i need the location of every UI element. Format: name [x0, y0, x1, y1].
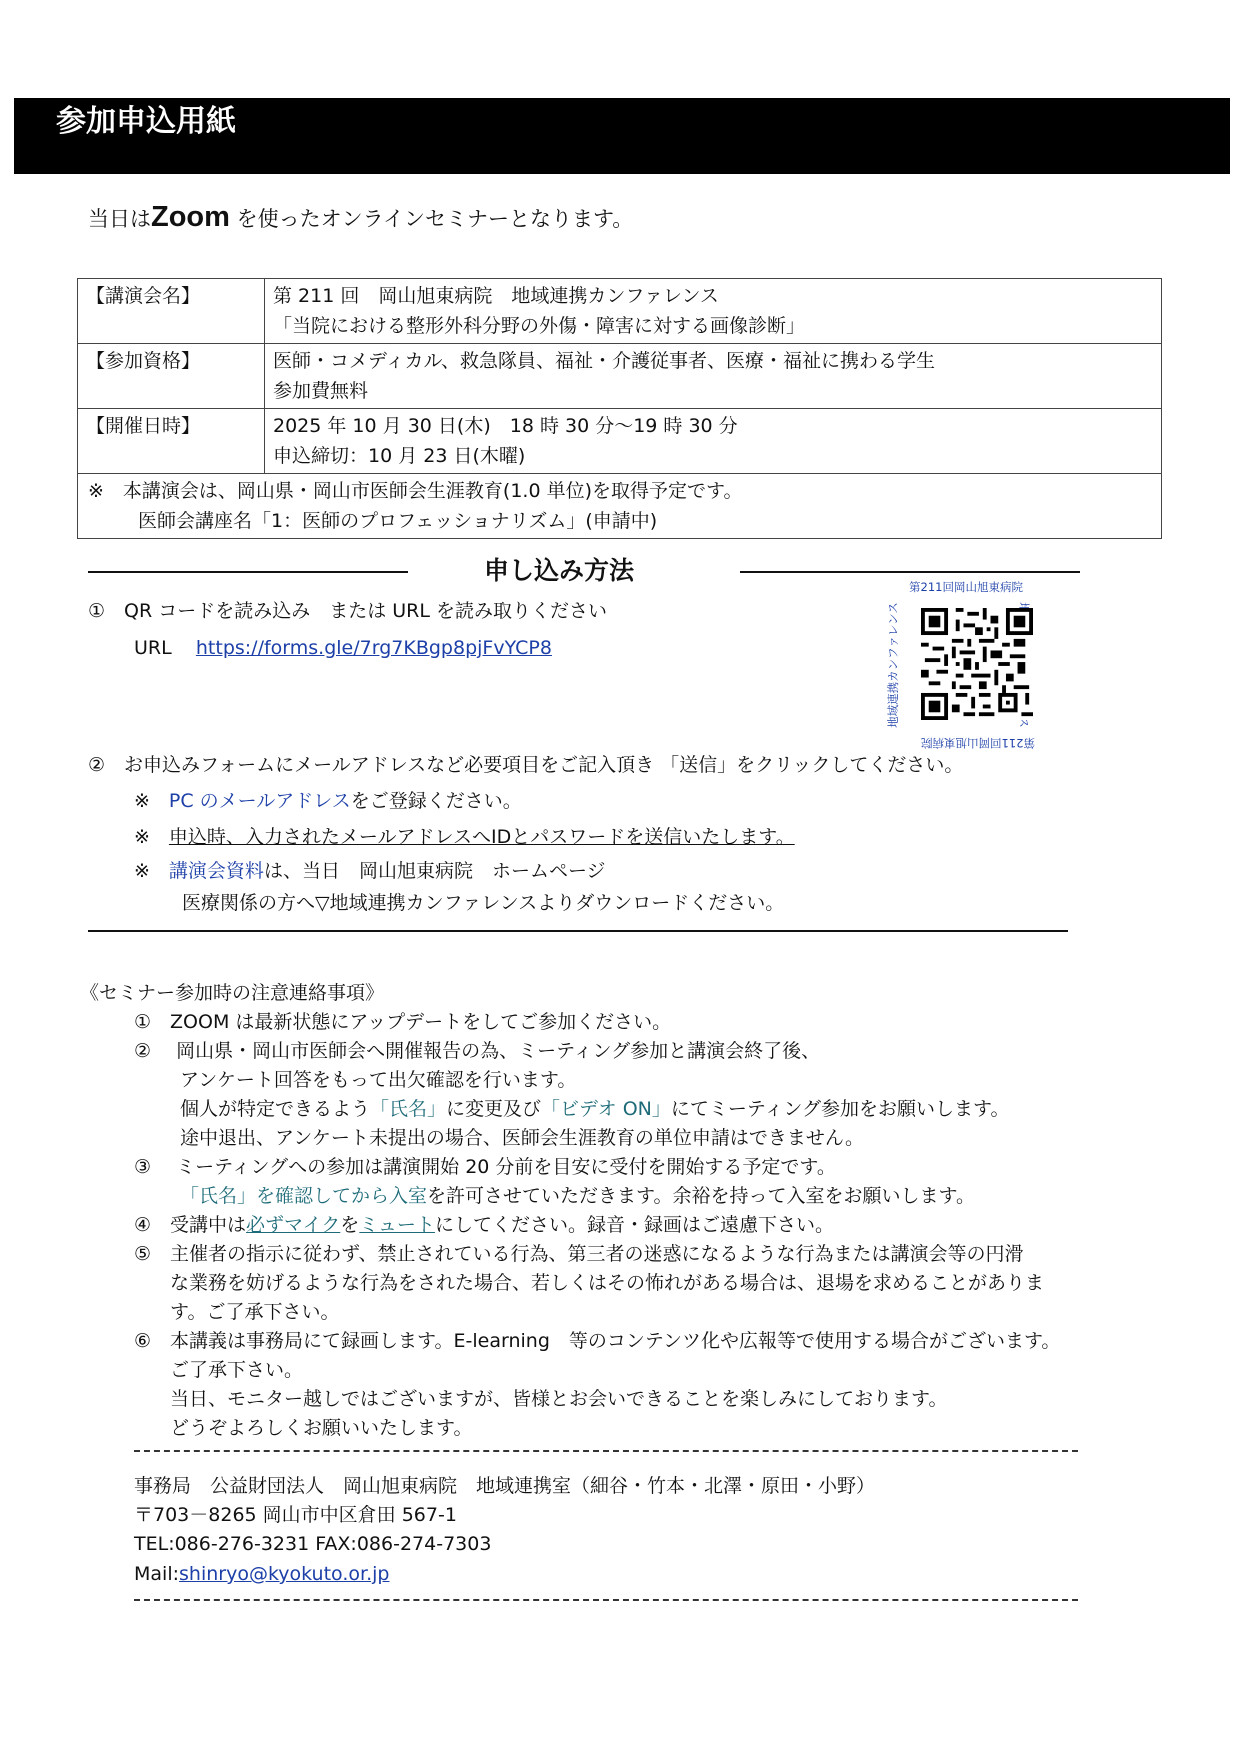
table-row [78, 279, 1162, 344]
note-mark: ※ [134, 860, 169, 882]
notice-4 [134, 1210, 834, 1240]
event-label: 【講演会名】 [78, 279, 265, 344]
method-note-3-line2: 医療関係の方へ▽地域連携カンファレンスよりダウンロードください。 [182, 892, 785, 914]
notice-5-line3: す。ご了承下さい。 [170, 1301, 340, 1323]
note-line1: ※ 本講演会は、岡山県・岡山市医師会生涯教育(1.0 単位)を取得予定です。 [88, 480, 743, 502]
intro-zoom: Zoom [151, 201, 230, 233]
note-mark: ※ [134, 790, 169, 812]
contact-address: 〒703－8265 岡山市中区倉田 567-1 [134, 1504, 457, 1526]
notice-6-line1: ⑥ 本講義は事務局にて録画します。E-learning 等のコンテンツ化や広報等で使用する場合がございます。 [134, 1330, 1061, 1352]
note2-text: 申込時、入力されたメールアドレスへIDとパスワードを送信いたします。 [168, 826, 795, 848]
notice-3-line1: ③ ミーティングへの参加は講演開始 20 分前を目安に受付を開始する予定です。 [134, 1156, 836, 1178]
name-confirm-highlight: 「氏名」を確認してから入室 [180, 1185, 428, 1207]
method-title: 申し込み方法 [484, 556, 635, 585]
text-span: ④ 受講中は [134, 1214, 247, 1236]
step1-text: ① QR コードを読み込み または URL を読み取りください [88, 600, 608, 622]
event-line1: 第 211 回 岡山旭東病院 地域連携カンファレンス [273, 285, 719, 307]
notice-5-line1: ⑤ 主催者の指示に従わず、禁止されている行為、第三者の迷惑になるような行為または講演会等の円滑 [134, 1243, 1024, 1265]
page-title: 参加申込用紙 [56, 104, 236, 139]
mute-highlight: ミュート [359, 1214, 435, 1236]
note3-blue-text: 講演会資料 [168, 860, 264, 882]
table-row [78, 474, 1162, 539]
qual-line2: 参加費無料 [273, 380, 369, 402]
qr-bottom-label: 第211回岡山旭東病院 [921, 736, 1035, 750]
divider [88, 930, 1068, 932]
info-table [77, 278, 1162, 539]
qr-top-label: 第211回岡山旭東病院 [909, 580, 1023, 594]
method-note-2 [134, 822, 795, 852]
notice-2-line4: 途中退出、アンケート未提出の場合、医師会生涯教育の単位申請はできません。 [180, 1127, 865, 1149]
date-value [265, 409, 1162, 474]
date-label: 【開催日時】 [78, 409, 265, 474]
note1-rest-text: をご登録ください。 [350, 790, 522, 812]
mail-label: Mail: [134, 1563, 179, 1585]
date-line1: 2025 年 10 月 30 日(木) 18 時 30 分～19 時 30 分 [273, 415, 738, 437]
intro-text [88, 200, 633, 236]
qual-value [265, 344, 1162, 409]
qual-line1: 医師・コメディカル、救急隊員、福祉・介護従事者、医療・福祉に携わる学生 [273, 350, 935, 372]
notice-2-line1: ② 岡山県・岡山市医師会へ開催報告の為、ミーティング参加と講演会終了後、 [134, 1040, 821, 1062]
intro-after: を使ったオンラインセミナーとなります。 [229, 207, 634, 231]
text-span: を許可させていただきます。余裕を持って入室をお願いします。 [427, 1185, 975, 1207]
divider [88, 571, 408, 573]
notice-5-line2: な業務を妨げるような行為をされた場合、若しくはその怖れがある場合は、退場を求めることがありま [170, 1272, 1045, 1294]
step2-text: ② お申込みフォームにメールアドレスなど必要項目をご記入頂き 「送信」をクリックしてください。 [88, 754, 964, 776]
text-span: にてミーティング参加をお願いします。 [670, 1098, 1010, 1120]
dashed-divider [134, 1450, 1078, 1452]
qr-code-block [885, 580, 1063, 752]
event-line2: 「当院における整形外科分野の外傷・障害に対する画像診断」 [273, 315, 806, 337]
date-line2: 申込締切：10 月 23 日(木曜) [273, 445, 526, 467]
table-row [78, 344, 1162, 409]
dashed-divider [134, 1599, 1078, 1601]
notice-2-line2: アンケート回答をもって出欠確認を行います。 [180, 1069, 577, 1091]
note3-rest-text: は、当日 岡山旭東病院 ホームページ [263, 860, 606, 882]
notice-6-line4: どうぞよろしくお願いいたします。 [170, 1417, 473, 1439]
text-span: にしてください。録音・録画はご遠慮下さい。 [434, 1214, 834, 1236]
form-url-link[interactable]: https://forms.gle/7rg7KBgp8pjFvYCP8 [195, 637, 552, 659]
note-mark: ※ [134, 826, 169, 848]
notice-6-line3: 当日、モニター越しではございますが、皆様とお会いできることを楽しみにしております。 [170, 1388, 948, 1410]
mic-highlight: 必ずマイク [246, 1214, 341, 1236]
notice-3-line2 [180, 1181, 975, 1211]
qr-left-label: 地域連携カンファレンス [885, 602, 900, 728]
notes-heading: 《セミナー参加時の注意連絡事項》 [80, 982, 385, 1004]
intro-before: 当日は [88, 207, 151, 231]
text-span: に変更及び [446, 1098, 542, 1120]
qr-code-icon[interactable] [921, 608, 1033, 720]
text-span: 個人が特定できるよう [180, 1098, 371, 1120]
notice-6-line2: ご了承下さい。 [170, 1359, 304, 1381]
table-row [78, 409, 1162, 474]
url-label: URL [134, 637, 172, 659]
table-note [78, 474, 1162, 539]
divider [740, 571, 1080, 573]
name-highlight: 「氏名」 [370, 1098, 447, 1120]
contact-tel-fax: TEL:086-276-3231 FAX:086-274-7303 [134, 1533, 492, 1555]
video-on-highlight: 「ビデオ ON」 [541, 1098, 671, 1120]
url-row [134, 633, 552, 663]
qual-label: 【参加資格】 [78, 344, 265, 409]
contact-mail-row [134, 1559, 389, 1589]
notice-2-line3 [180, 1094, 1009, 1124]
text-span: を [340, 1214, 360, 1236]
event-value [265, 279, 1162, 344]
mail-link[interactable]: shinryo@kyokuto.or.jp [179, 1563, 390, 1585]
contact-office: 事務局 公益財団法人 岡山旭東病院 地域連携室（細谷・竹本・北澤・原田・小野） [134, 1475, 876, 1497]
method-note-3 [134, 856, 606, 886]
note1-blue-text: PC のメールアドレス [168, 790, 351, 812]
notice-1: ① ZOOM は最新状態にアップデートをしてご参加ください。 [134, 1011, 672, 1033]
note-line2: 医師会講座名「1：医師のプロフェッショナリズム」(申請中) [138, 510, 658, 532]
method-note-1 [134, 786, 522, 816]
